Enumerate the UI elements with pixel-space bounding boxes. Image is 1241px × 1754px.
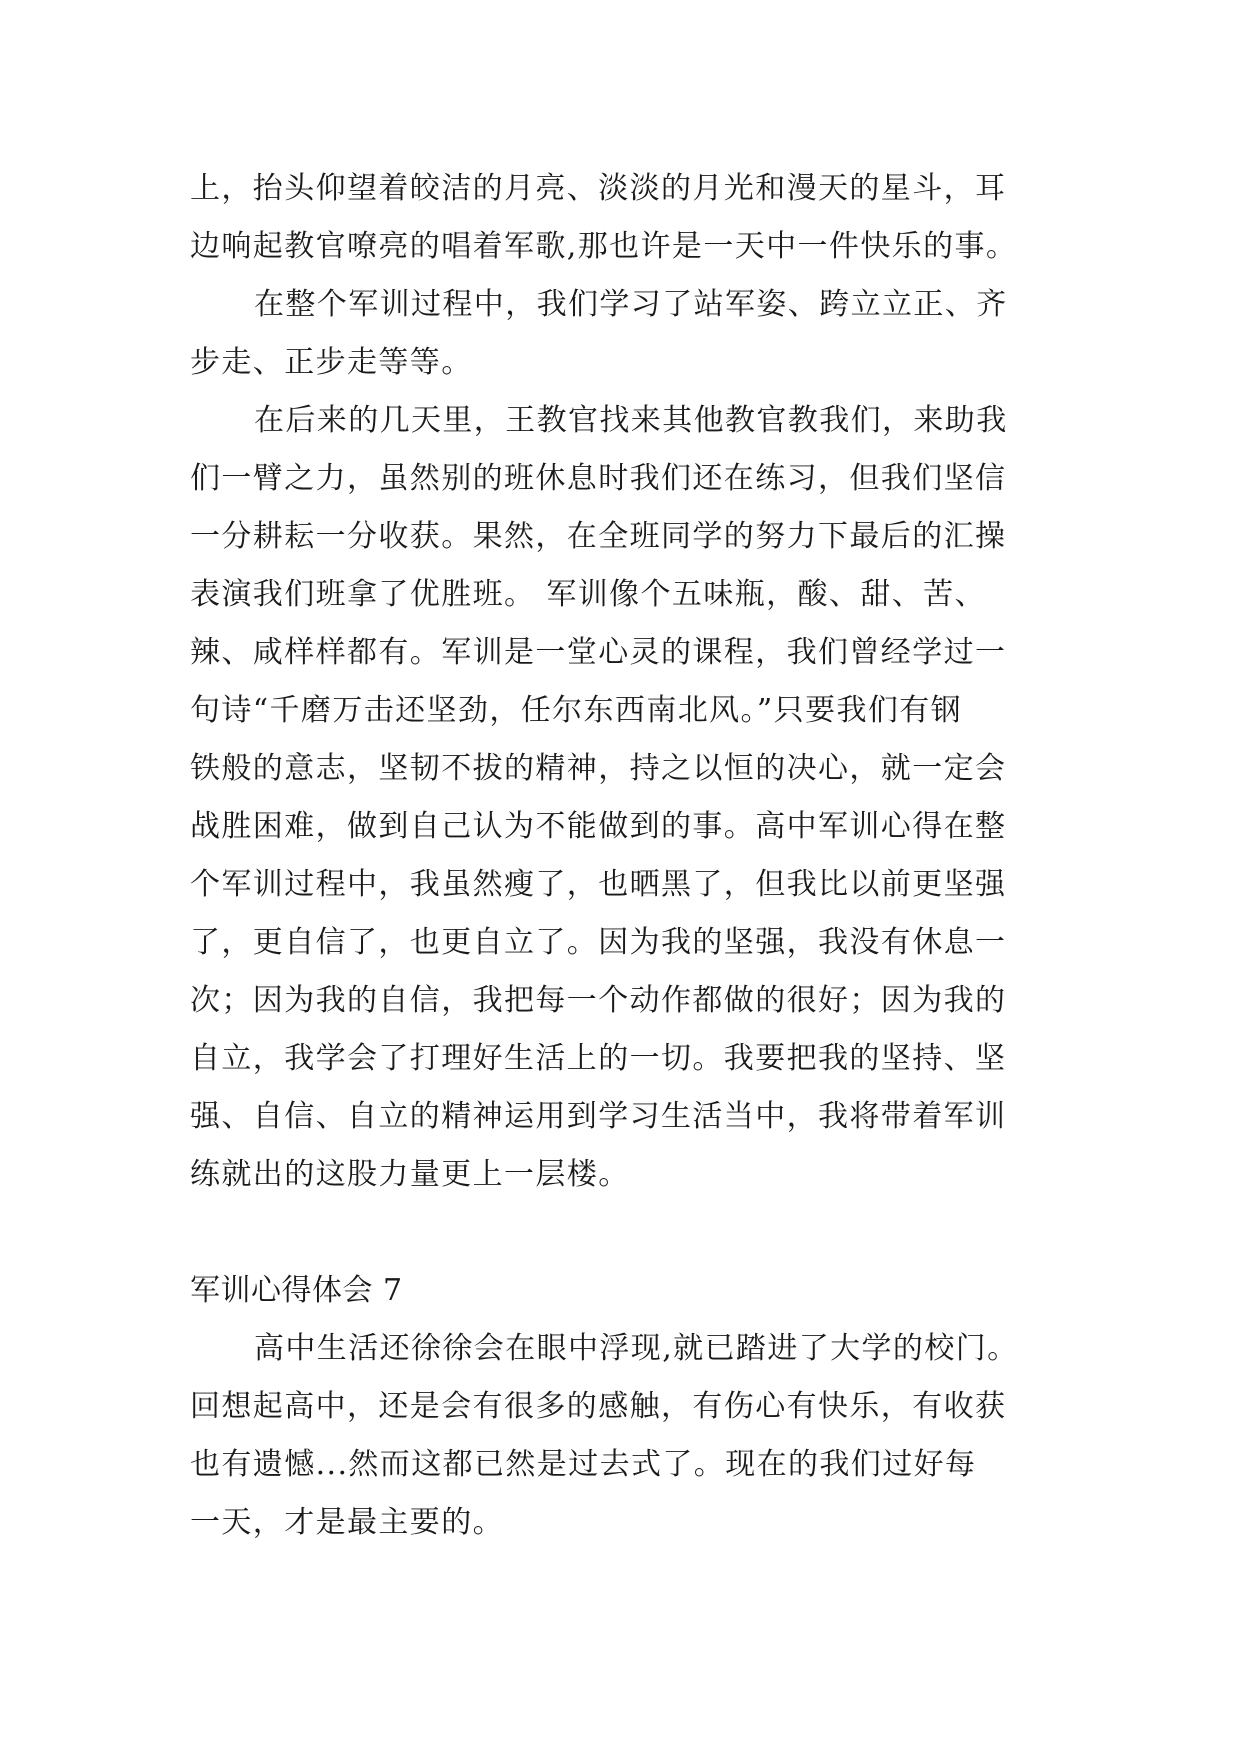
text-line: 上，抬头仰望着皎洁的月亮、淡淡的月光和漫天的星斗，耳: [190, 171, 1007, 206]
text-line: 一分耕耘一分收获。果然，在全班同学的努力下最后的汇操: [190, 519, 1007, 554]
text-line: 表演我们班拿了优胜班。 军训像个五味瓶，酸、甜、苦、: [190, 577, 986, 612]
text-line: 次；因为我的自信，我把每一个动作都做的很好；因为我的: [190, 983, 1007, 1018]
text-line: 句诗“千磨万击还坚劲，任尔东西南北风。”只要我们有钢: [190, 693, 963, 728]
text-line: 们一臂之力，虽然别的班休息时我们还在练习，但我们坚信: [190, 461, 1007, 496]
text-line: 回想起高中，还是会有很多的感触，有伤心有快乐，有收获: [190, 1389, 1007, 1424]
text-line: 在整个军训过程中，我们学习了站军姿、跨立立正、齐: [254, 287, 1008, 322]
text-line: 战胜困难，做到自己认为不能做到的事。高中军训心得在整: [190, 809, 1007, 844]
text-line: 一天，才是最主要的。: [190, 1505, 504, 1540]
text-line: 了，更自信了，也更自立了。因为我的坚强，我没有休息一: [190, 925, 1007, 960]
text-line: 边响起教官嘹亮的唱着军歌,那也许是一天中一件快乐的事。: [190, 229, 1018, 264]
text-line: 自立，我学会了打理好生活上的一切。我要把我的坚持、坚: [190, 1041, 1007, 1076]
text-line: 铁般的意志，坚韧不拔的精神，持之以恒的决心，就一定会: [190, 751, 1007, 786]
text-line: 步走、正步走等等。: [190, 345, 473, 380]
text-line: 强、自信、自立的精神运用到学习生活当中，我将带着军训: [190, 1099, 1007, 1134]
text-line: 辣、咸样样都有。军训是一堂心灵的课程，我们曾经学过一: [190, 635, 1007, 670]
text-line: 在后来的几天里，王教官找来其他教官教我们，来助我: [254, 403, 1008, 438]
text-line: 高中生活还徐徐会在眼中浮现,就已踏进了大学的校门。: [254, 1331, 1019, 1366]
section-heading: 军训心得体会 7: [190, 1273, 403, 1308]
text-line: 练就出的这股力量更上一层楼。: [190, 1157, 630, 1192]
text-line: 个军训过程中，我虽然瘦了，也晒黑了，但我比以前更坚强: [190, 867, 1007, 902]
text-line: 也有遗憾...然而这都已然是过去式了。现在的我们过好每: [190, 1447, 977, 1482]
